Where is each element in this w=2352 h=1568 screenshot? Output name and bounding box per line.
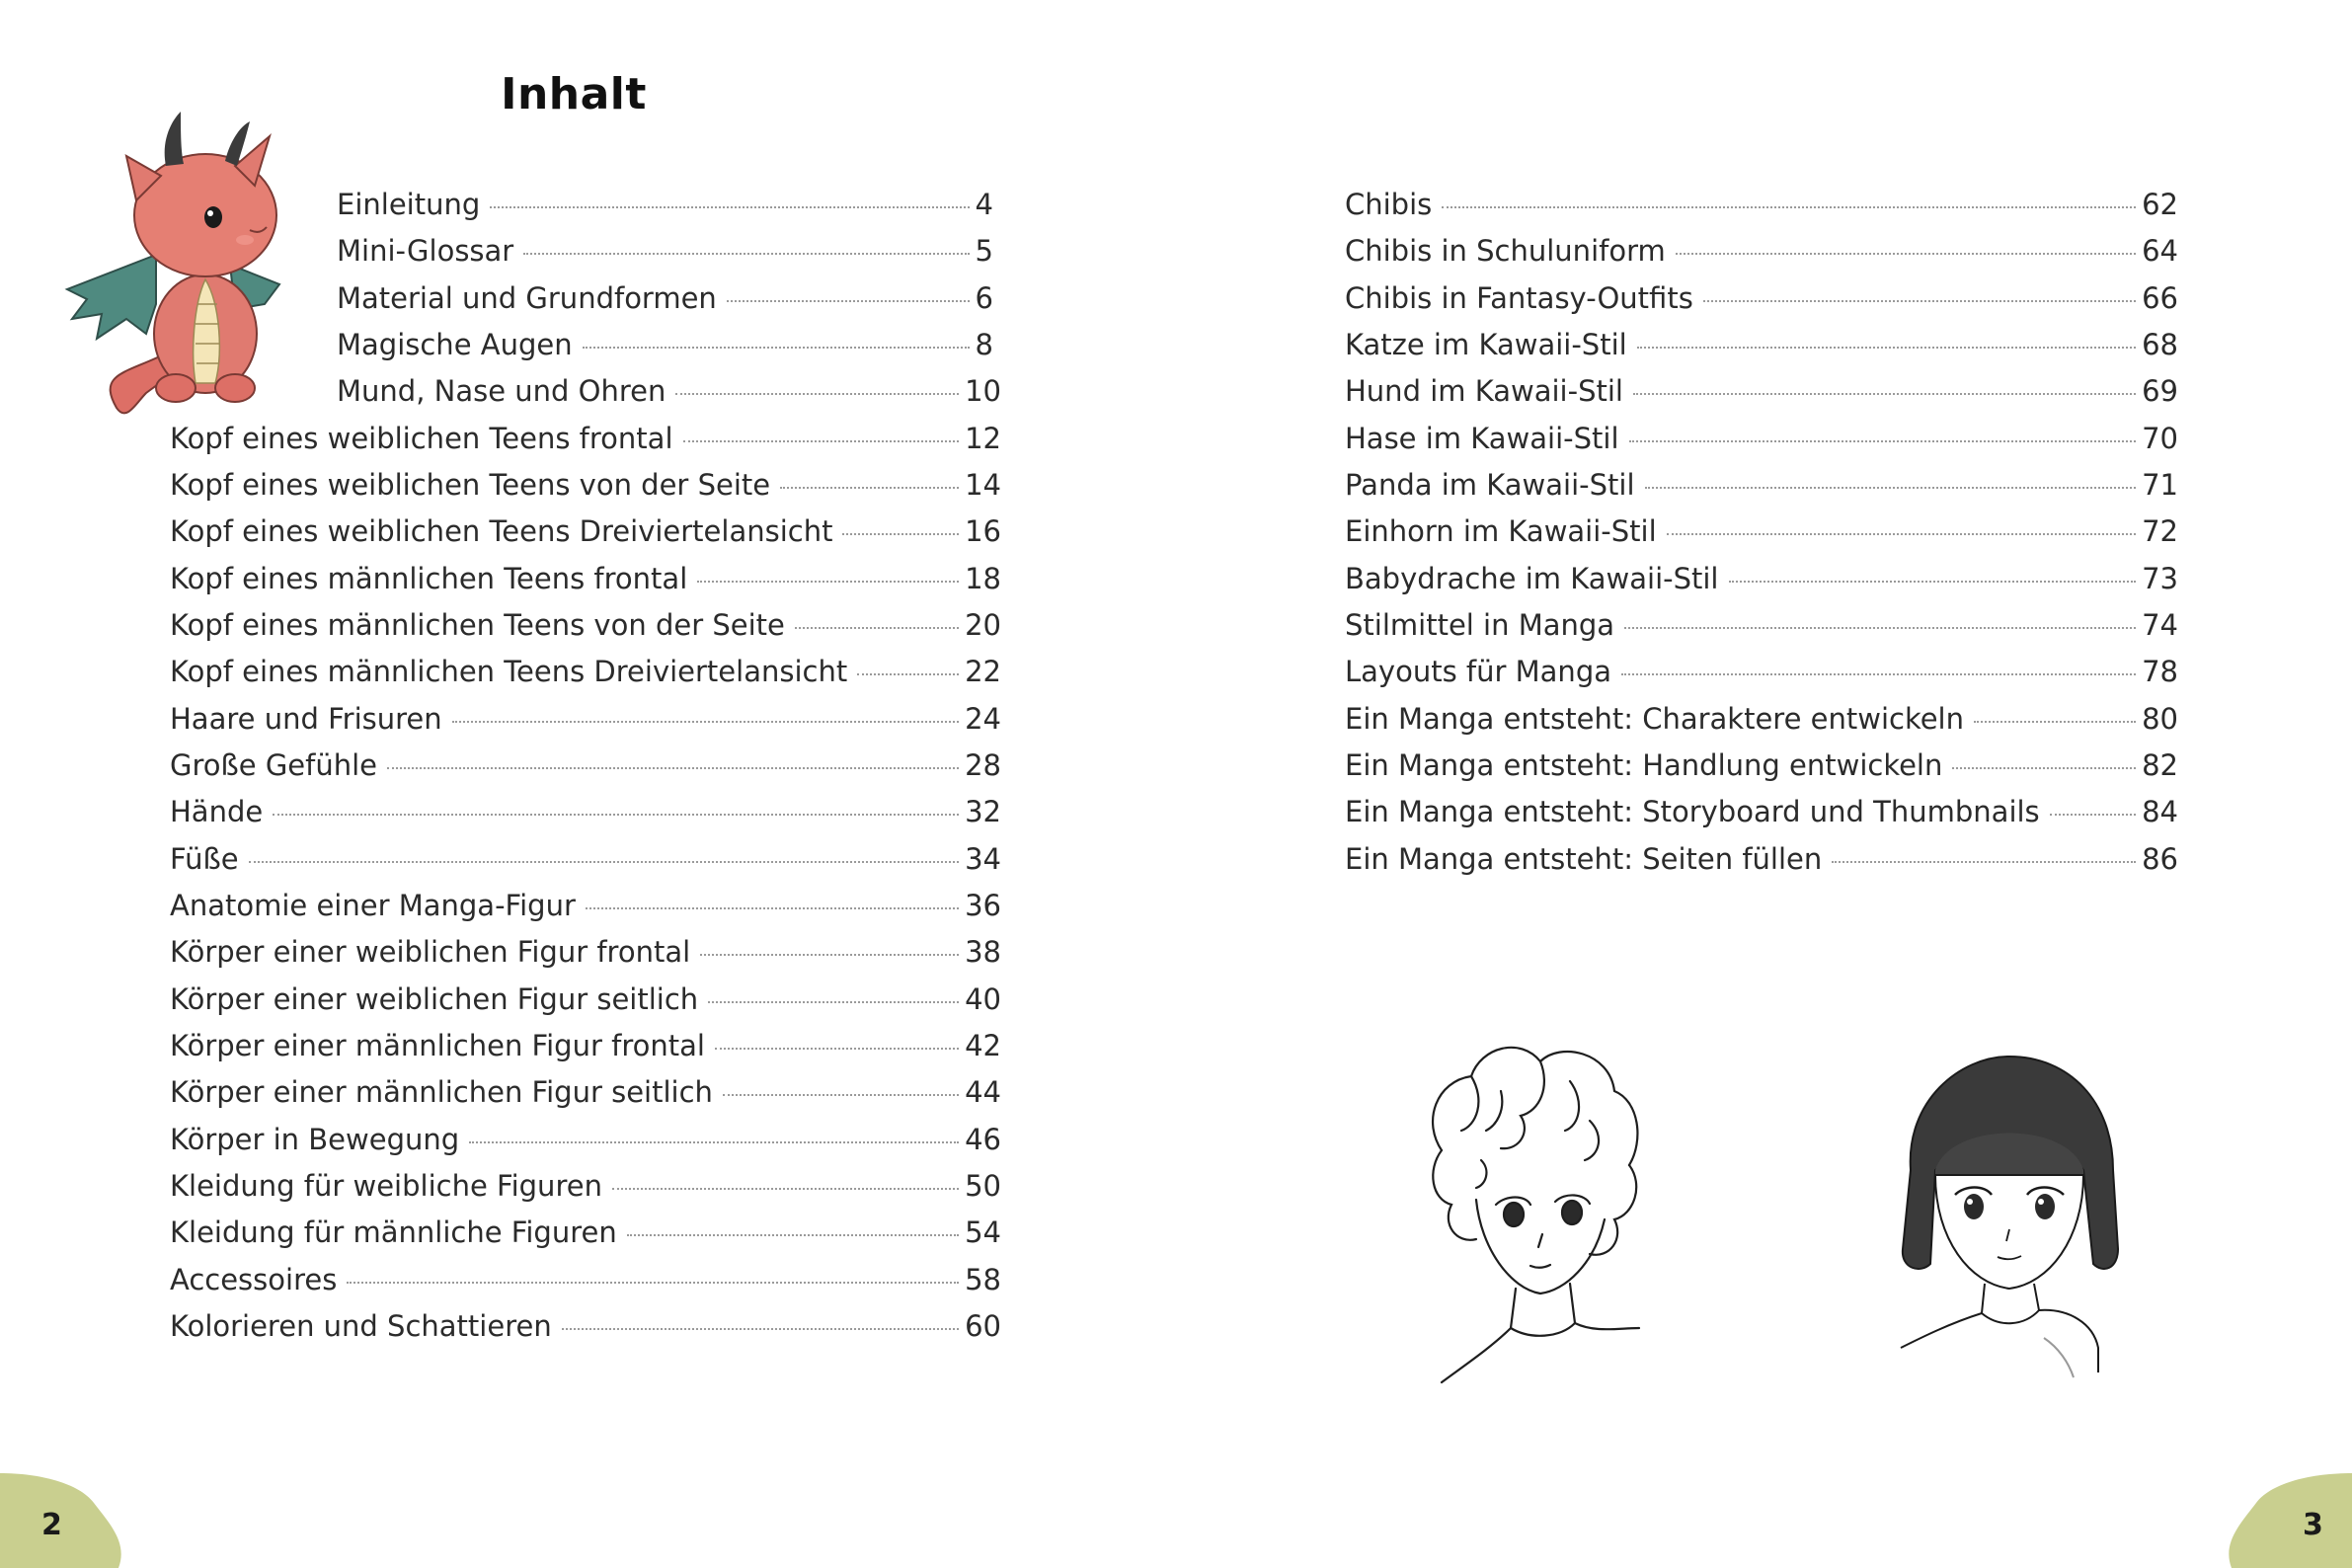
dot-leader	[1629, 440, 2137, 442]
toc-entry[interactable]	[1345, 278, 2178, 318]
toc-entry-label: Haare und Frisuren	[170, 702, 442, 736]
manga-girl-sketch	[1871, 1052, 2138, 1387]
toc-entry-page: 16	[965, 514, 1001, 548]
toc-entry-page: 40	[965, 982, 1001, 1016]
toc-entry[interactable]	[170, 886, 1001, 925]
dot-leader	[347, 1282, 959, 1284]
toc-entry-page: 62	[2142, 188, 2178, 221]
toc-entry[interactable]	[170, 1026, 1001, 1065]
toc-entry-page: 58	[965, 1263, 1001, 1296]
dot-leader	[1703, 300, 2136, 302]
dot-leader	[1624, 627, 2136, 629]
toc-entry-page: 12	[965, 422, 1001, 455]
toc-entry-page: 80	[2142, 702, 2178, 736]
toc-entry-label: Füße	[170, 842, 239, 876]
toc-entry[interactable]	[170, 419, 1001, 458]
toc-entry-page: 6	[975, 281, 993, 315]
toc-entry[interactable]	[170, 1213, 1001, 1252]
toc-entry[interactable]	[1345, 839, 2178, 879]
dot-leader	[490, 206, 969, 208]
toc-entry-label: Hände	[170, 795, 264, 828]
toc-entry-label: Kleidung für männliche Figuren	[170, 1215, 617, 1249]
page-corner-blob-left	[0, 1473, 128, 1568]
toc-entry-page: 60	[965, 1309, 1001, 1343]
toc-entry-page: 42	[965, 1029, 1001, 1062]
dot-leader	[715, 1048, 959, 1050]
toc-entry[interactable]	[1345, 559, 2178, 598]
toc-entry-page: 46	[965, 1123, 1001, 1156]
toc-entry-page: 82	[2142, 748, 2178, 782]
dot-leader	[586, 907, 959, 909]
toc-entry[interactable]	[1345, 231, 2178, 271]
toc-entry-page: 14	[965, 468, 1001, 502]
toc-entry-label: Körper einer männlichen Figur seitlich	[170, 1075, 713, 1109]
toc-entry[interactable]	[337, 185, 993, 224]
toc-entry-label: Katze im Kawaii-Stil	[1345, 328, 1627, 361]
toc-entry-label: Kleidung für weibliche Figuren	[170, 1169, 602, 1203]
toc-entry-label: Mund, Nase und Ohren	[337, 374, 666, 408]
toc-entry-label: Ein Manga entsteht: Handlung entwickeln	[1345, 748, 1943, 782]
toc-entry-page: 54	[965, 1215, 1001, 1249]
toc-entry-label: Kolorieren und Schattieren	[170, 1309, 552, 1343]
toc-entry[interactable]	[1345, 605, 2178, 645]
dot-leader	[1621, 673, 2136, 675]
toc-entry-page: 5	[975, 234, 993, 268]
toc-entry-label: Mini-Glossar	[337, 234, 514, 268]
page-number-left: 2	[41, 1508, 62, 1542]
dot-leader	[387, 767, 959, 769]
toc-entry[interactable]	[1345, 511, 2178, 551]
dot-leader	[723, 1094, 959, 1096]
dot-leader	[795, 627, 959, 629]
toc-entry-label: Panda im Kawaii-Stil	[1345, 468, 1635, 502]
toc-entry-page: 38	[965, 935, 1001, 969]
dot-leader	[1633, 393, 2136, 395]
toc-entry-page: 74	[2142, 608, 2178, 642]
toc-entry[interactable]	[170, 1306, 1001, 1346]
toc-entry-page: 73	[2142, 562, 2178, 595]
toc-entry-label: Ein Manga entsteht: Charaktere entwickeln	[1345, 702, 1964, 736]
toc-entry[interactable]	[1345, 419, 2178, 458]
toc-entry-label: Körper einer weiblichen Figur seitlich	[170, 982, 699, 1016]
toc-entry[interactable]	[337, 278, 993, 318]
page-corner-blob-right	[2222, 1473, 2352, 1568]
toc-entry-page: 24	[965, 702, 1001, 736]
toc-entry-label: Layouts für Manga	[1345, 655, 1611, 688]
dot-leader	[683, 440, 960, 442]
toc-entry-label: Kopf eines männlichen Teens frontal	[170, 562, 688, 595]
dot-leader	[857, 673, 959, 675]
dot-leader	[1952, 767, 2136, 769]
toc-entry-label: Große Gefühle	[170, 748, 378, 782]
page-number-right: 3	[2303, 1508, 2323, 1542]
toc-entry-page: 18	[965, 562, 1001, 595]
toc-entry-page: 71	[2142, 468, 2178, 502]
toc-entry-page: 69	[2142, 374, 2178, 408]
toc-entry[interactable]	[1345, 371, 2178, 411]
toc-entry-label: Material und Grundformen	[337, 281, 717, 315]
dot-leader	[708, 1001, 959, 1003]
dot-leader	[727, 300, 970, 302]
toc-entry[interactable]	[170, 1072, 1001, 1112]
toc-entry-page: 70	[2142, 422, 2178, 455]
toc-entry-label: Körper einer weiblichen Figur frontal	[170, 935, 691, 969]
dot-leader	[583, 347, 970, 349]
dot-leader	[700, 954, 959, 956]
toc-entry-label: Accessoires	[170, 1263, 338, 1296]
toc-entry-page: 68	[2142, 328, 2178, 361]
dot-leader	[1645, 487, 2137, 489]
toc-entry[interactable]	[337, 325, 993, 364]
toc-entry-label: Ein Manga entsteht: Storyboard und Thumbnails	[1345, 795, 2040, 828]
toc-entry[interactable]	[337, 371, 1001, 411]
toc-entry-label: Hase im Kawaii-Stil	[1345, 422, 1619, 455]
toc-entry[interactable]	[1345, 652, 2178, 691]
dot-leader	[675, 393, 959, 395]
toc-entry[interactable]	[1345, 792, 2178, 831]
toc-entry-page: 22	[965, 655, 1001, 688]
toc-entry[interactable]	[170, 1260, 1001, 1299]
toc-entry-label: Babydrache im Kawaii-Stil	[1345, 562, 1719, 595]
toc-entry-page: 10	[965, 374, 1001, 408]
toc-entry-page: 28	[965, 748, 1001, 782]
toc-entry-label: Magische Augen	[337, 328, 573, 361]
toc-entry[interactable]	[1345, 465, 2178, 505]
toc-entry-label: Kopf eines weiblichen Teens Dreiviertelansicht	[170, 514, 833, 548]
toc-entry-label: Einhorn im Kawaii-Stil	[1345, 514, 1657, 548]
dot-leader	[562, 1328, 959, 1330]
dot-leader	[612, 1188, 959, 1190]
toc-entry[interactable]	[170, 745, 1001, 785]
toc-entry-page: 44	[965, 1075, 1001, 1109]
toc-entry-label: Körper in Bewegung	[170, 1123, 460, 1156]
toc-entry-page: 64	[2142, 234, 2178, 268]
toc-entry[interactable]	[170, 699, 1001, 739]
toc-entry-label: Chibis	[1345, 188, 1433, 221]
toc-entry-label: Chibis in Schuluniform	[1345, 234, 1666, 268]
toc-entry[interactable]	[170, 559, 1001, 598]
toc-entry-page: 32	[965, 795, 1001, 828]
toc-entry-label: Einleitung	[337, 188, 481, 221]
dot-leader	[452, 721, 959, 723]
dot-leader	[627, 1234, 959, 1236]
toc-entry-page: 36	[965, 889, 1001, 922]
toc-entry-page: 34	[965, 842, 1001, 876]
dot-leader	[1729, 581, 2137, 583]
dot-leader	[1442, 206, 2136, 208]
dot-leader	[2050, 814, 2136, 816]
toc-entry-label: Kopf eines männlichen Teens von der Seite	[170, 608, 785, 642]
toc-entry[interactable]	[1345, 745, 2178, 785]
toc-entry[interactable]	[170, 1166, 1001, 1206]
toc-entry[interactable]	[170, 465, 1001, 505]
toc-entry[interactable]	[337, 231, 993, 271]
toc-entry[interactable]	[170, 839, 1001, 879]
dot-leader	[273, 814, 959, 816]
dot-leader	[1667, 533, 2136, 535]
toc-entry[interactable]	[170, 652, 1001, 691]
dot-leader	[842, 533, 959, 535]
toc-entry-page: 66	[2142, 281, 2178, 315]
toc-entry-page: 20	[965, 608, 1001, 642]
dot-leader	[249, 861, 960, 863]
page-title: Inhalt	[501, 69, 647, 119]
manga-boy-sketch	[1382, 1032, 1688, 1407]
toc-entry-page: 8	[975, 328, 993, 361]
toc-entry-label: Hund im Kawaii-Stil	[1345, 374, 1623, 408]
dot-leader	[1676, 253, 2136, 255]
toc-entry[interactable]	[1345, 185, 2178, 224]
toc-entry-label: Kopf eines männlichen Teens Dreiviertelansicht	[170, 655, 848, 688]
toc-entry[interactable]	[170, 605, 1001, 645]
toc-entry[interactable]	[170, 980, 1001, 1019]
toc-entry[interactable]	[170, 1120, 1001, 1159]
baby-dragon-illustration	[57, 107, 294, 423]
dot-leader	[469, 1141, 959, 1143]
toc-entry[interactable]	[1345, 325, 2178, 364]
toc-entry-label: Körper einer männlichen Figur frontal	[170, 1029, 705, 1062]
dot-leader	[697, 581, 959, 583]
toc-entry-label: Kopf eines weiblichen Teens von der Seite	[170, 468, 771, 502]
dot-leader	[780, 487, 959, 489]
toc-entry[interactable]	[170, 792, 1001, 831]
toc-entry-label: Ein Manga entsteht: Seiten füllen	[1345, 842, 1823, 876]
toc-entry-page: 4	[975, 188, 993, 221]
toc-entry-label: Anatomie einer Manga-Figur	[170, 889, 576, 922]
dot-leader	[1832, 861, 2136, 863]
dot-leader	[1637, 347, 2136, 349]
dot-leader	[1974, 721, 2136, 723]
toc-entry-page: 72	[2142, 514, 2178, 548]
toc-entry[interactable]	[170, 511, 1001, 551]
toc-entry-label: Kopf eines weiblichen Teens frontal	[170, 422, 673, 455]
toc-entry-page: 78	[2142, 655, 2178, 688]
toc-entry[interactable]	[170, 932, 1001, 972]
toc-entry-page: 84	[2142, 795, 2178, 828]
dot-leader	[523, 253, 969, 255]
toc-entry-label: Chibis in Fantasy-Outfits	[1345, 281, 1693, 315]
toc-entry-page: 50	[965, 1169, 1001, 1203]
toc-entry[interactable]	[1345, 699, 2178, 739]
toc-entry-label: Stilmittel in Manga	[1345, 608, 1615, 642]
toc-entry-page: 86	[2142, 842, 2178, 876]
